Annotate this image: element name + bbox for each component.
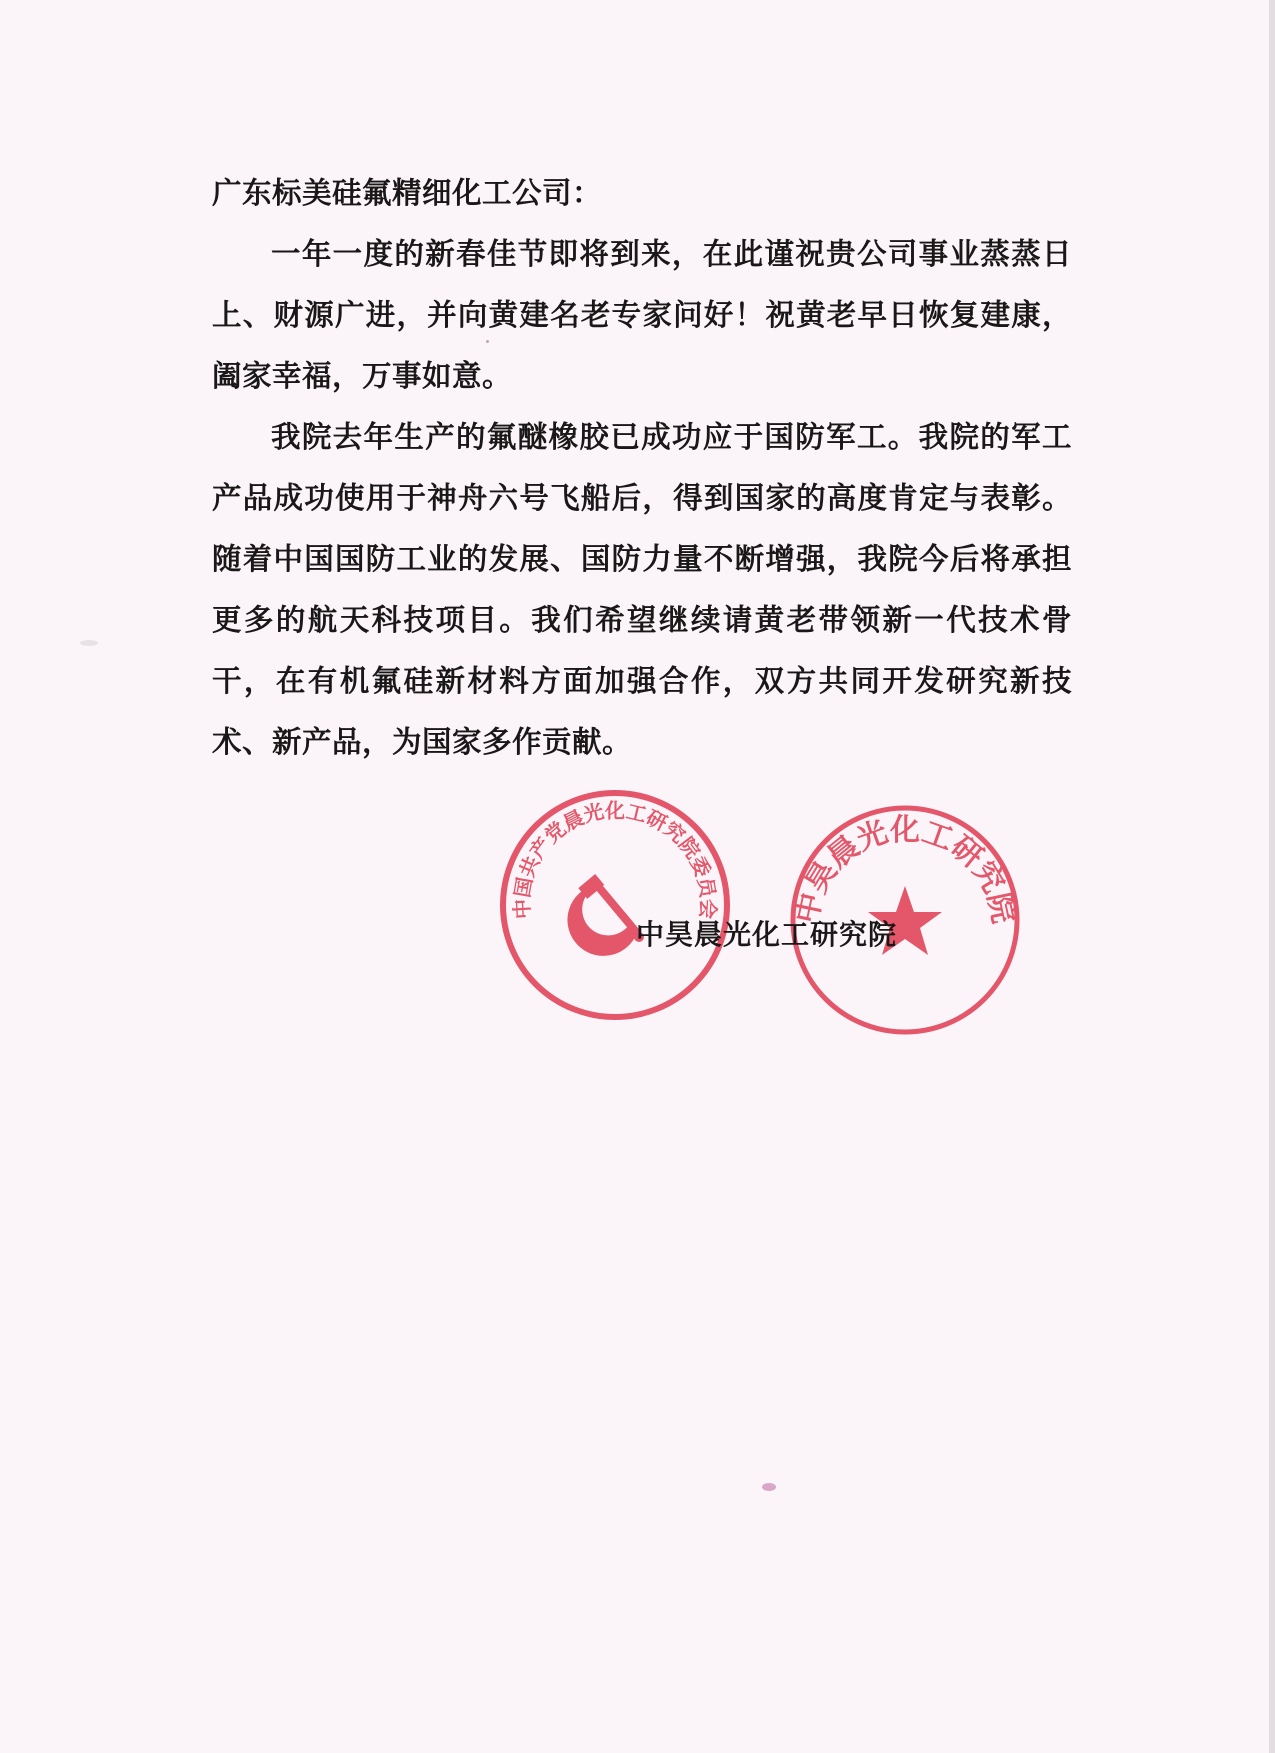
letter-paragraph-cooperation: 我院去年生产的氟醚橡胶已成功应于国防军工。我院的军工产品成功使用于神舟六号飞船后，得到国家的高度肯定与表彰。随着中国国防工业的发展、国防力量不断增强，我院今后将承担更多的航天科技项目。我们希望继续请黄老带领新一代技术骨干，在有机氟硅新材料方面加强合作，双方共同开发研究新技术、新产品，为国家多作贡献。 [212,419,1072,759]
hammer-sickle-icon [567,874,644,956]
party-committee-seal [495,785,735,1025]
paper-speck [486,340,489,343]
letter-salutation: 广东标美硅氟精细化工公司： [212,175,603,210]
institute-seal-arc-text: 中昊晨光化工研究院 [789,813,1021,927]
letter-body [212,162,1072,772]
letter-paragraph-greeting: 一年一度的新春佳节即将到来，在此谨祝贵公司事业蒸蒸日上、财源广进，并向黄建名老专家问好！祝黄老早日恢复建康，阖家幸福，万事如意。 [212,236,1072,393]
paper-speck [80,640,98,646]
party-seal-arc-text: 中国共产党晨光化工研究院委员会 [509,798,721,920]
paper-speck [762,1483,776,1491]
letter-signature: 中昊晨光化工研究院 [636,918,898,951]
